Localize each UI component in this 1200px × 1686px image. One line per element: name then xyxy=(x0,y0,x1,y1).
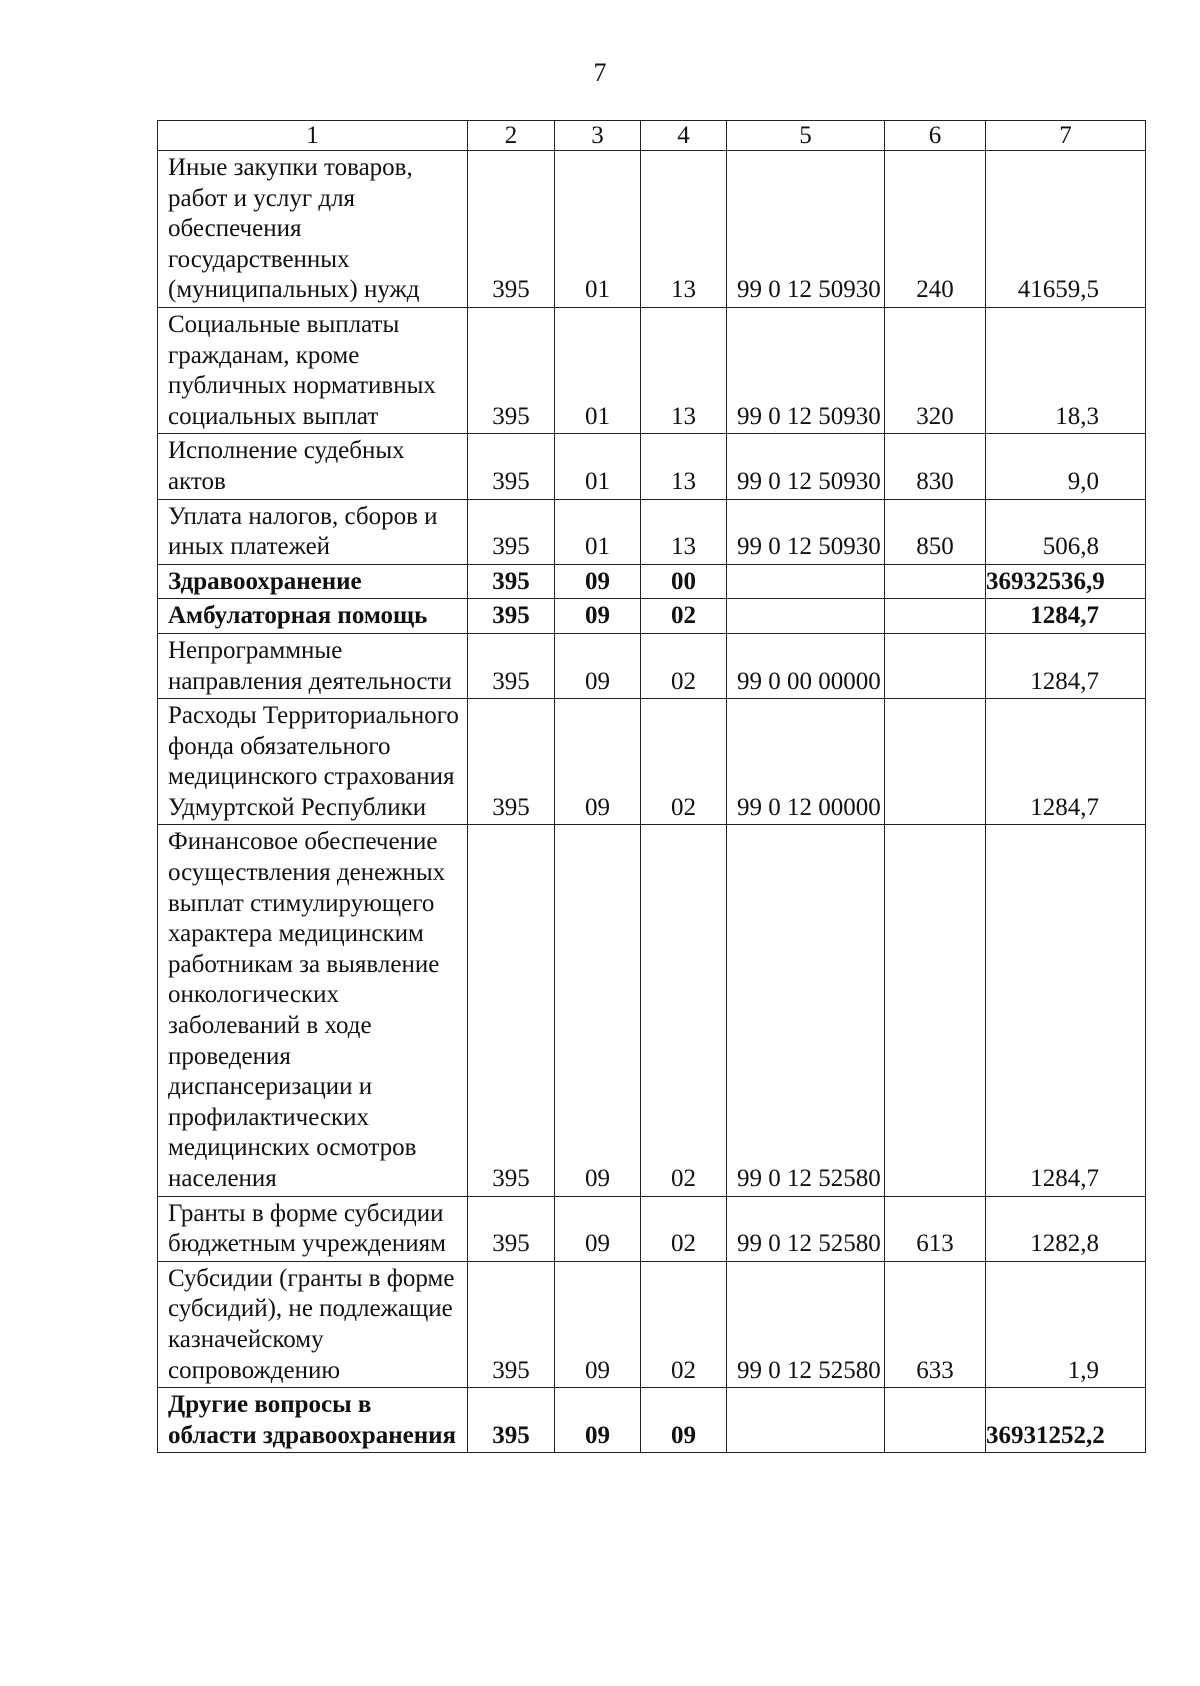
subsection-code-cell: 13 xyxy=(641,499,727,564)
amount-cell: 18,3 xyxy=(986,307,1146,433)
target-article-cell: 99 0 12 52580 xyxy=(727,1196,885,1261)
subsection-code-cell: 13 xyxy=(641,434,727,499)
column-header-6: 6 xyxy=(885,121,986,151)
row-name-cell: Финансовое обеспечение осуществления денежных выплат стимулирующего характера медицинским работникам за выявление онкологических заболеваний в ходе проведения диспансеризации и профилактических медицинских осмотров населения xyxy=(158,825,468,1196)
table-row xyxy=(158,1196,1146,1261)
expense-type-cell: 240 xyxy=(885,151,986,308)
chapter-code-cell: 395 xyxy=(468,1388,555,1453)
expense-type-cell xyxy=(885,564,986,599)
row-name-cell: Амбулаторная помощь xyxy=(158,599,468,634)
row-name-cell: Гранты в форме субсидии бюджетным учреждениям xyxy=(158,1196,468,1261)
subsection-code-cell: 02 xyxy=(641,699,727,825)
amount-cell: 1284,7 xyxy=(986,699,1146,825)
expense-type-cell: 830 xyxy=(885,434,986,499)
table-row xyxy=(158,499,1146,564)
row-name-cell: Субсидии (гранты в форме субсидий), не подлежащие казначейскому сопровождению xyxy=(158,1261,468,1387)
row-name-cell: Здравоохранение xyxy=(158,564,468,599)
row-name-cell: Расходы Территориального фонда обязательного медицинского страхования Удмуртской Республики xyxy=(158,699,468,825)
column-header-1: 1 xyxy=(158,121,468,151)
chapter-code-cell: 395 xyxy=(468,151,555,308)
subsection-code-cell: 02 xyxy=(641,633,727,698)
amount-cell: 1282,8 xyxy=(986,1196,1146,1261)
target-article-cell: 99 0 12 50930 xyxy=(727,434,885,499)
expense-type-cell: 320 xyxy=(885,307,986,433)
expense-type-cell xyxy=(885,1388,986,1453)
section-code-cell: 09 xyxy=(555,599,641,634)
section-code-cell: 09 xyxy=(555,564,641,599)
column-header-4: 4 xyxy=(641,121,727,151)
row-name-cell: Исполнение судебных актов xyxy=(158,434,468,499)
amount-cell: 1284,7 xyxy=(986,599,1146,634)
column-header-3: 3 xyxy=(555,121,641,151)
amount-cell: 1284,7 xyxy=(986,633,1146,698)
amount-cell: 1284,7 xyxy=(986,825,1146,1196)
target-article-cell xyxy=(727,1388,885,1453)
table-row xyxy=(158,699,1146,825)
column-header-5: 5 xyxy=(727,121,885,151)
table-row xyxy=(158,633,1146,698)
subsection-code-cell: 02 xyxy=(641,599,727,634)
table-row xyxy=(158,151,1146,308)
section-code-cell: 09 xyxy=(555,1261,641,1387)
section-code-cell: 09 xyxy=(555,1196,641,1261)
row-name-cell: Иные закупки товаров, работ и услуг для обеспечения государственных (муниципальных) нужд xyxy=(158,151,468,308)
target-article-cell: 99 0 00 00000 xyxy=(727,633,885,698)
target-article-cell: 99 0 12 52580 xyxy=(727,1261,885,1387)
expense-type-cell: 850 xyxy=(885,499,986,564)
target-article-cell: 99 0 12 52580 xyxy=(727,825,885,1196)
row-name-cell: Непрограммные направления деятельности xyxy=(158,633,468,698)
chapter-code-cell: 395 xyxy=(468,825,555,1196)
row-name-cell: Социальные выплаты гражданам, кроме публичных нормативных социальных выплат xyxy=(158,307,468,433)
target-article-cell: 99 0 12 50930 xyxy=(727,151,885,308)
subsection-code-cell: 02 xyxy=(641,825,727,1196)
target-article-cell: 99 0 12 50930 xyxy=(727,499,885,564)
amount-cell: 41659,5 xyxy=(986,151,1146,308)
section-code-cell: 09 xyxy=(555,825,641,1196)
expense-type-cell: 613 xyxy=(885,1196,986,1261)
chapter-code-cell: 395 xyxy=(468,434,555,499)
amount-cell: 506,8 xyxy=(986,499,1146,564)
chapter-code-cell: 395 xyxy=(468,307,555,433)
column-header-7: 7 xyxy=(986,121,1146,151)
subsection-code-cell: 00 xyxy=(641,564,727,599)
row-name-cell: Уплата налогов, сборов и иных платежей xyxy=(158,499,468,564)
expense-type-cell xyxy=(885,825,986,1196)
table-row xyxy=(158,1388,1146,1453)
table-row xyxy=(158,599,1146,634)
column-header-2: 2 xyxy=(468,121,555,151)
chapter-code-cell: 395 xyxy=(468,1261,555,1387)
section-code-cell: 01 xyxy=(555,499,641,564)
subsection-code-cell: 13 xyxy=(641,151,727,308)
section-code-cell: 01 xyxy=(555,307,641,433)
expense-type-cell xyxy=(885,633,986,698)
table-row xyxy=(158,564,1146,599)
amount-cell: 36932536,9 xyxy=(986,564,1146,599)
table-row xyxy=(158,825,1146,1196)
expense-type-cell xyxy=(885,599,986,634)
row-name-cell: Другие вопросы в области здравоохранения xyxy=(158,1388,468,1453)
chapter-code-cell: 395 xyxy=(468,499,555,564)
subsection-code-cell: 02 xyxy=(641,1196,727,1261)
table-row xyxy=(158,434,1146,499)
table-row xyxy=(158,307,1146,433)
amount-cell: 9,0 xyxy=(986,434,1146,499)
chapter-code-cell: 395 xyxy=(468,633,555,698)
target-article-cell xyxy=(727,564,885,599)
amount-cell: 36931252,2 xyxy=(986,1388,1146,1453)
table-header-row xyxy=(158,121,1146,151)
section-code-cell: 09 xyxy=(555,699,641,825)
chapter-code-cell: 395 xyxy=(468,699,555,825)
chapter-code-cell: 395 xyxy=(468,599,555,634)
budget-table xyxy=(157,120,1146,1453)
amount-cell: 1,9 xyxy=(986,1261,1146,1387)
subsection-code-cell: 02 xyxy=(641,1261,727,1387)
target-article-cell xyxy=(727,599,885,634)
target-article-cell: 99 0 12 50930 xyxy=(727,307,885,433)
section-code-cell: 01 xyxy=(555,434,641,499)
expense-type-cell xyxy=(885,699,986,825)
subsection-code-cell: 13 xyxy=(641,307,727,433)
table-row xyxy=(158,1261,1146,1387)
chapter-code-cell: 395 xyxy=(468,564,555,599)
section-code-cell: 01 xyxy=(555,151,641,308)
page-number: 7 xyxy=(593,58,607,87)
subsection-code-cell: 09 xyxy=(641,1388,727,1453)
section-code-cell: 09 xyxy=(555,1388,641,1453)
chapter-code-cell: 395 xyxy=(468,1196,555,1261)
expense-type-cell: 633 xyxy=(885,1261,986,1387)
target-article-cell: 99 0 12 00000 xyxy=(727,699,885,825)
section-code-cell: 09 xyxy=(555,633,641,698)
